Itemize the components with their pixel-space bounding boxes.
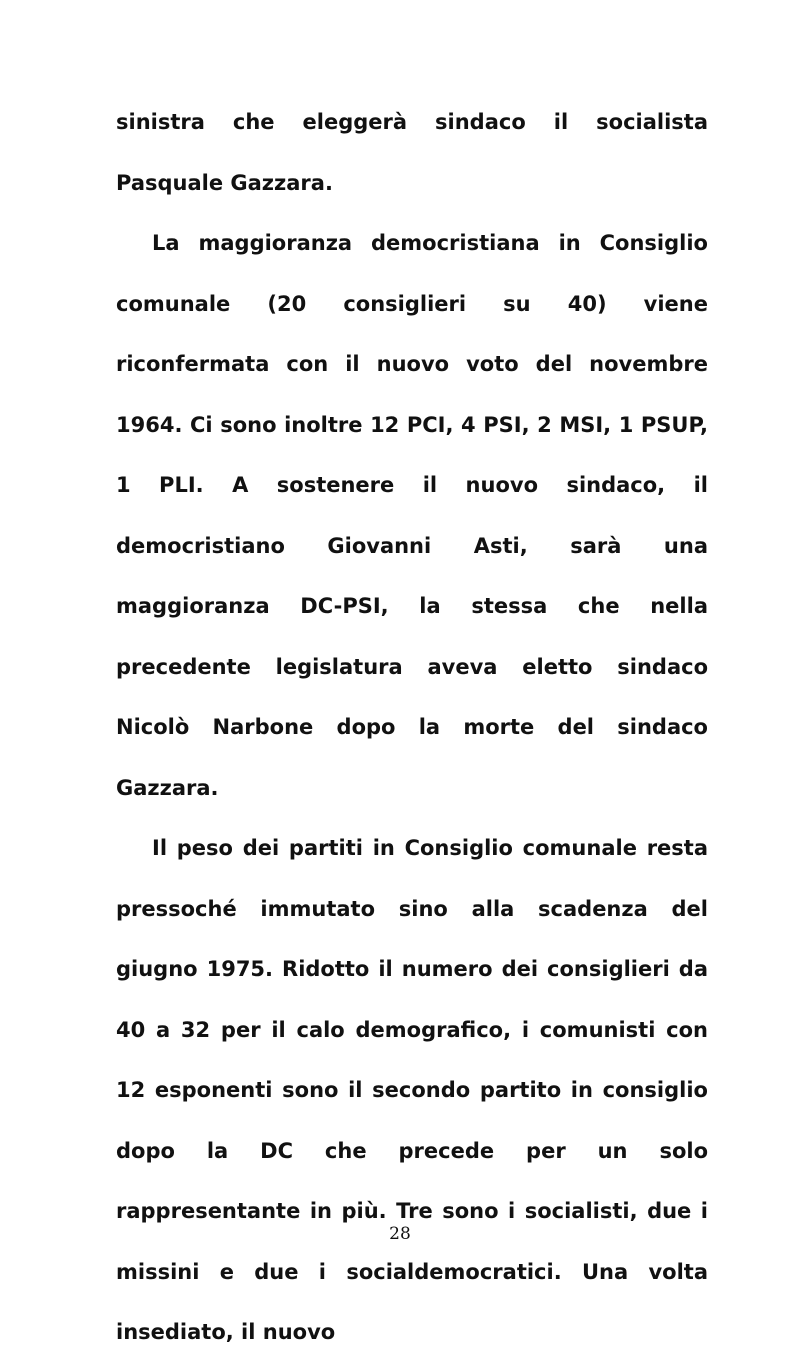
paragraph-3: Il peso dei partiti in Consiglio comunale resta pressoché immutato sino alla scadenza del giugno 1975. Ridotto il numero dei consiglieri da 40 a 32 per il calo demografico, i comunisti con 12 esponenti sono il secondo partito in consiglio dopo la DC che precede per un solo rappresentante in più. Tre sono i socialisti, due i missini e due i socialdemocratici. Una volta insediato, il nuovo (116, 836, 708, 1344)
paragraph-2: La maggioranza democristiana in Consiglio comunale (20 consiglieri su 40) viene riconfermata con il nuovo voto del novembre 1964. Ci sono inoltre 12 PCI, 4 PSI, 2 MSI, 1 PSUP, 1 PLI. A sostenere il nuovo sindaco, il democristiano Giovanni Asti, sarà una maggioranza DC-PSI, la stessa che nella precedente legislatura aveva eletto sindaco Nicolò Narbone dopo la morte del sindaco Gazzara. (116, 231, 708, 800)
page-number: 28 (389, 1224, 411, 1244)
body-text (116, 92, 708, 1363)
paragraph-1: sinistra che eleggerà sindaco il socialista Pasquale Gazzara. (116, 110, 708, 195)
